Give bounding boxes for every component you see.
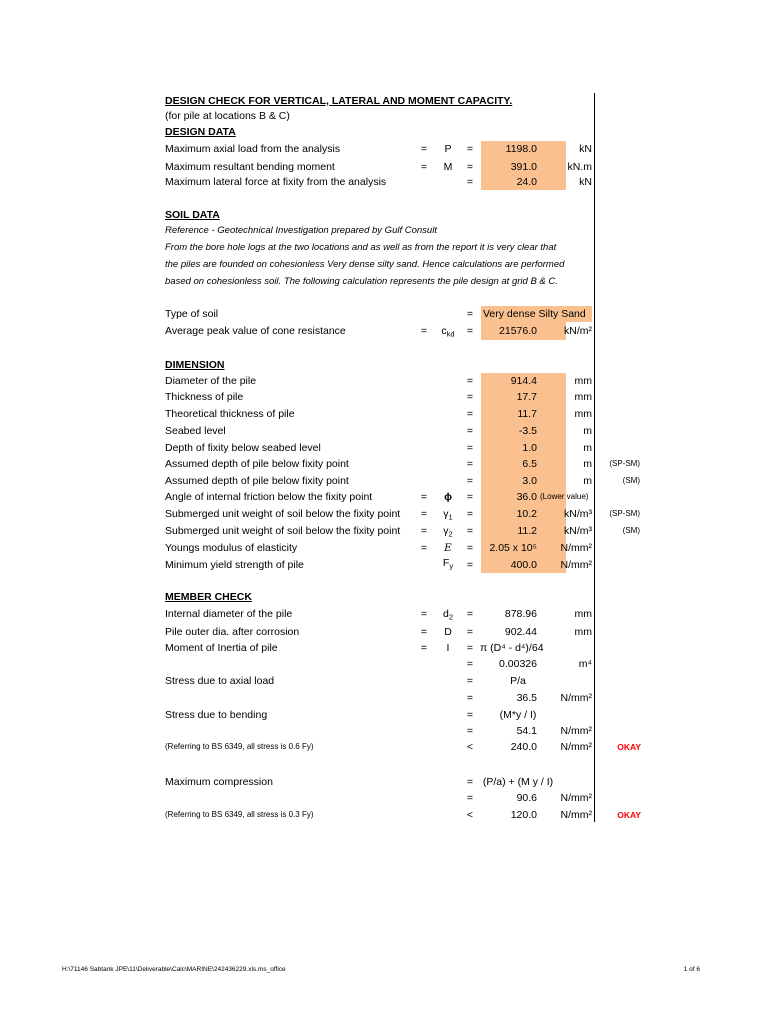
dimension-row (0, 507, 768, 521)
row-label: Submerged unit weight of soil below the fixity point (165, 508, 401, 520)
symbol: P (444, 143, 452, 155)
symbol (436, 524, 460, 538)
design-data-row (0, 175, 768, 189)
equals-sign: = (466, 161, 474, 173)
paragraph-row (0, 258, 768, 272)
dimension-row (0, 474, 768, 488)
equals-sign: = (466, 491, 474, 503)
row-label: Maximum lateral force at fixity from the analysis (165, 176, 387, 188)
input-value: Very dense Silty Sand (483, 308, 586, 320)
dimension-row (0, 424, 768, 438)
section-heading-row (0, 358, 768, 372)
dimension-row (0, 524, 768, 538)
soil-layer-note: (SP-SM) (609, 459, 640, 468)
formula: (P/a) + (M y / I) (482, 776, 554, 788)
equals-sign: = (466, 325, 474, 337)
computed-value: 0.00326 (499, 658, 537, 670)
member-check-row (0, 775, 768, 789)
value-note: (Lower value) (540, 492, 589, 501)
row-label: Diameter of the pile (165, 375, 257, 387)
row-label: Internal diameter of the pile (165, 608, 293, 620)
equals-sign: = (466, 608, 474, 620)
soil-layer-note: (SM) (622, 476, 640, 485)
input-value: 391.0 (510, 161, 537, 173)
equals-sign: = (466, 642, 474, 654)
row-label: Stress due to bending (165, 709, 268, 721)
dimension-row (0, 390, 768, 404)
unit: kN/m³ (564, 508, 592, 520)
unit: kN/m³ (564, 525, 592, 537)
unit: m (583, 442, 592, 454)
dimension-row (0, 558, 768, 572)
row-label: Maximum resultant bending moment (165, 161, 335, 173)
equals-sign: = (466, 709, 474, 721)
unit: m (583, 425, 592, 437)
equals-sign: = (466, 725, 474, 737)
equals-sign: = (466, 308, 474, 320)
equals-sign: = (420, 161, 428, 173)
equals-sign: = (466, 658, 474, 670)
symbol-subscript: 2 (448, 529, 453, 539)
unit: m (583, 458, 592, 470)
soil-layer-note: (SM) (622, 526, 640, 535)
symbol-subscript: y (449, 561, 454, 571)
symbol-base: c (441, 325, 447, 337)
member-check-row (0, 607, 768, 621)
input-value: 21576.0 (499, 325, 537, 337)
allowable-value: 240.0 (510, 741, 537, 753)
member-check-row (0, 708, 768, 722)
less-than-sign: < (466, 741, 474, 753)
equals-sign: = (466, 542, 474, 554)
member-check-row (0, 791, 768, 805)
equals-sign: = (420, 143, 428, 155)
dimension-row (0, 490, 768, 504)
symbol-base: F (442, 557, 450, 569)
unit: N/mm² (560, 792, 592, 804)
symbol: ϕ (444, 491, 452, 503)
section-heading-soil-data: SOIL DATA (165, 209, 220, 221)
row-label: Moment of Inertia of pile (165, 642, 278, 654)
unit: N/mm² (560, 741, 592, 753)
page-subtitle: (for pile at locations B & C) (165, 110, 290, 122)
equals-sign: = (466, 692, 474, 704)
dimension-row (0, 374, 768, 388)
title-row (0, 94, 768, 108)
unit: mm (574, 608, 592, 620)
input-value: 10.2 (516, 508, 537, 520)
member-check-row (0, 657, 768, 671)
symbol-base: γ (443, 525, 449, 537)
row-label: Stress due to axial load (165, 675, 275, 687)
input-value: -3.5 (518, 425, 537, 437)
row-label: Theoretical thickness of pile (165, 408, 295, 420)
row-label: Type of soil (165, 308, 219, 320)
input-value: 400.0 (510, 559, 537, 571)
unit: N/mm² (560, 809, 592, 821)
row-label: Thickness of pile (165, 391, 244, 403)
section-heading-dimension: DIMENSION (165, 359, 225, 371)
member-check-row (0, 808, 768, 822)
unit: kN.m (567, 161, 592, 173)
less-than-sign: < (466, 809, 474, 821)
equals-sign: = (466, 776, 474, 788)
symbol (436, 507, 460, 521)
row-label: Minimum yield strength of pile (165, 559, 304, 571)
footer-page-number: 1 of 6 (683, 966, 700, 973)
symbol-subscript: 2 (448, 612, 454, 622)
code-reference-note: (Referring to BS 6349, all stress is 0.3 Fy) (165, 810, 314, 819)
soil-data-row (0, 307, 768, 321)
row-label: Depth of fixity below seabed level (165, 442, 321, 454)
equals-sign: = (466, 525, 474, 537)
row-label: Maximum axial load from the analysis (165, 143, 341, 155)
design-data-row (0, 142, 768, 156)
unit: N/mm² (560, 559, 592, 571)
code-reference-note: (Referring to BS 6349, all stress is 0.6 Fy) (165, 742, 314, 751)
computed-value: 36.5 (516, 692, 537, 704)
member-check-row (0, 740, 768, 754)
symbol: M (443, 161, 453, 173)
member-check-row (0, 674, 768, 688)
section-heading-member-check: MEMBER CHECK (165, 591, 252, 603)
unit: mm (574, 408, 592, 420)
row-label: Submerged unit weight of soil below the fixity point (165, 525, 401, 537)
input-value: 1198.0 (505, 143, 537, 155)
symbol (436, 556, 460, 570)
unit: kN (579, 176, 592, 188)
status-ok-label: OKAY (617, 742, 641, 752)
equals-sign: = (420, 325, 428, 337)
soil-data-row (0, 324, 768, 338)
unit: N/mm² (560, 692, 592, 704)
row-label: Average peak value of cone resistance (165, 325, 346, 337)
symbol-base: γ (443, 508, 449, 520)
unit: mm (574, 391, 592, 403)
equals-sign: = (466, 143, 474, 155)
equals-sign: = (466, 375, 474, 387)
symbol-subscript: 1 (448, 512, 453, 522)
unit: kN (579, 143, 592, 155)
paragraph-row (0, 241, 768, 255)
soil-description-line: based on cohesionless soil. The following calculation represents the pile design at grid B & C. (165, 276, 558, 287)
symbol: E (444, 542, 452, 554)
equals-sign: = (420, 626, 428, 638)
row-label: Maximum compression (165, 776, 273, 788)
page-title: DESIGN CHECK FOR VERTICAL, LATERAL AND MOMENT CAPACITY. (165, 95, 513, 107)
input-value: 6.5 (522, 458, 537, 470)
formula: P/a (510, 675, 526, 687)
equals-sign: = (466, 442, 474, 454)
equals-sign: = (466, 408, 474, 420)
status-ok-label: OKAY (617, 810, 641, 820)
equals-sign: = (466, 176, 474, 188)
row-label: Angle of internal friction below the fixity point (165, 491, 373, 503)
symbol-subscript: kd (446, 329, 455, 339)
input-value: 3.0 (522, 475, 537, 487)
equals-sign: = (466, 559, 474, 571)
equals-sign: = (420, 542, 428, 554)
input-value: 2.05 x 10⁵ (489, 542, 537, 554)
member-check-row (0, 724, 768, 738)
equals-sign: = (420, 608, 428, 620)
equals-sign: = (420, 525, 428, 537)
member-check-row (0, 641, 768, 655)
input-value: 11.2 (517, 525, 537, 537)
symbol-base: d (442, 608, 449, 620)
formula: π (D⁴ - d⁴)/64 (480, 642, 544, 654)
soil-layer-note: (SP-SM) (609, 509, 640, 518)
section-heading-design-data: DESIGN DATA (165, 126, 236, 138)
soil-reference: Reference - Geotechnical Investigation prepared by Gulf Consult (165, 225, 437, 236)
footer-file-path: H:\71146 Sabtank JPE\11\Deliverable\Calc\MARINE\242436229.xls.ms_office (62, 966, 286, 973)
dimension-row (0, 407, 768, 421)
section-heading-row (0, 590, 768, 604)
subtitle-row (0, 109, 768, 123)
row-label: Assumed depth of pile below fixity point (165, 458, 349, 470)
unit: m (583, 475, 592, 487)
row-label: Seabed level (165, 425, 226, 437)
unit: kN/m² (564, 325, 592, 337)
equals-sign: = (420, 508, 428, 520)
formula: (M*y / I) (499, 709, 537, 721)
input-value: 36.0 (516, 491, 537, 503)
equals-sign: = (420, 642, 428, 654)
equals-sign: = (466, 458, 474, 470)
unit: mm (574, 626, 592, 638)
equals-sign: = (466, 391, 474, 403)
computed-value: 902.44 (504, 626, 537, 638)
input-value: 1.0 (522, 442, 537, 454)
input-value: 17.7 (516, 391, 537, 403)
member-check-row (0, 691, 768, 705)
input-value: 11.7 (517, 408, 537, 420)
symbol (436, 607, 460, 621)
dimension-row (0, 441, 768, 455)
input-value: 914.4 (510, 375, 537, 387)
dimension-row (0, 457, 768, 471)
paragraph-row (0, 275, 768, 289)
dimension-row (0, 541, 768, 555)
allowable-value: 120.0 (510, 809, 537, 821)
row-label: Assumed depth of pile below fixity point (165, 475, 349, 487)
design-data-row (0, 160, 768, 174)
section-heading-row (0, 125, 768, 139)
equals-sign: = (466, 792, 474, 804)
row-label: Youngs modulus of elasticity (165, 542, 298, 554)
member-check-row (0, 625, 768, 639)
soil-description-line: the piles are founded on cohesionless Very dense silty sand. Hence calculations are performed (165, 259, 565, 270)
symbol: D (444, 626, 452, 638)
unit: m⁴ (578, 658, 592, 670)
section-heading-row (0, 208, 768, 222)
unit: N/mm² (560, 542, 592, 554)
row-label: Pile outer dia. after corrosion (165, 626, 300, 638)
input-value: 24.0 (516, 176, 537, 188)
computed-value: 90.6 (516, 792, 537, 804)
equals-sign: = (420, 491, 428, 503)
unit: mm (574, 375, 592, 387)
soil-description-line: From the bore hole logs at the two locations and as well as from the report it is very clear that (165, 242, 557, 253)
reference-row (0, 224, 768, 238)
computed-value: 878.96 (504, 608, 537, 620)
equals-sign: = (466, 475, 474, 487)
equals-sign: = (466, 508, 474, 520)
unit: N/mm² (560, 725, 592, 737)
equals-sign: = (466, 425, 474, 437)
equals-sign: = (466, 675, 474, 687)
equals-sign: = (466, 626, 474, 638)
symbol: I (446, 642, 450, 654)
computed-value: 54.1 (516, 725, 537, 737)
symbol (436, 324, 460, 338)
